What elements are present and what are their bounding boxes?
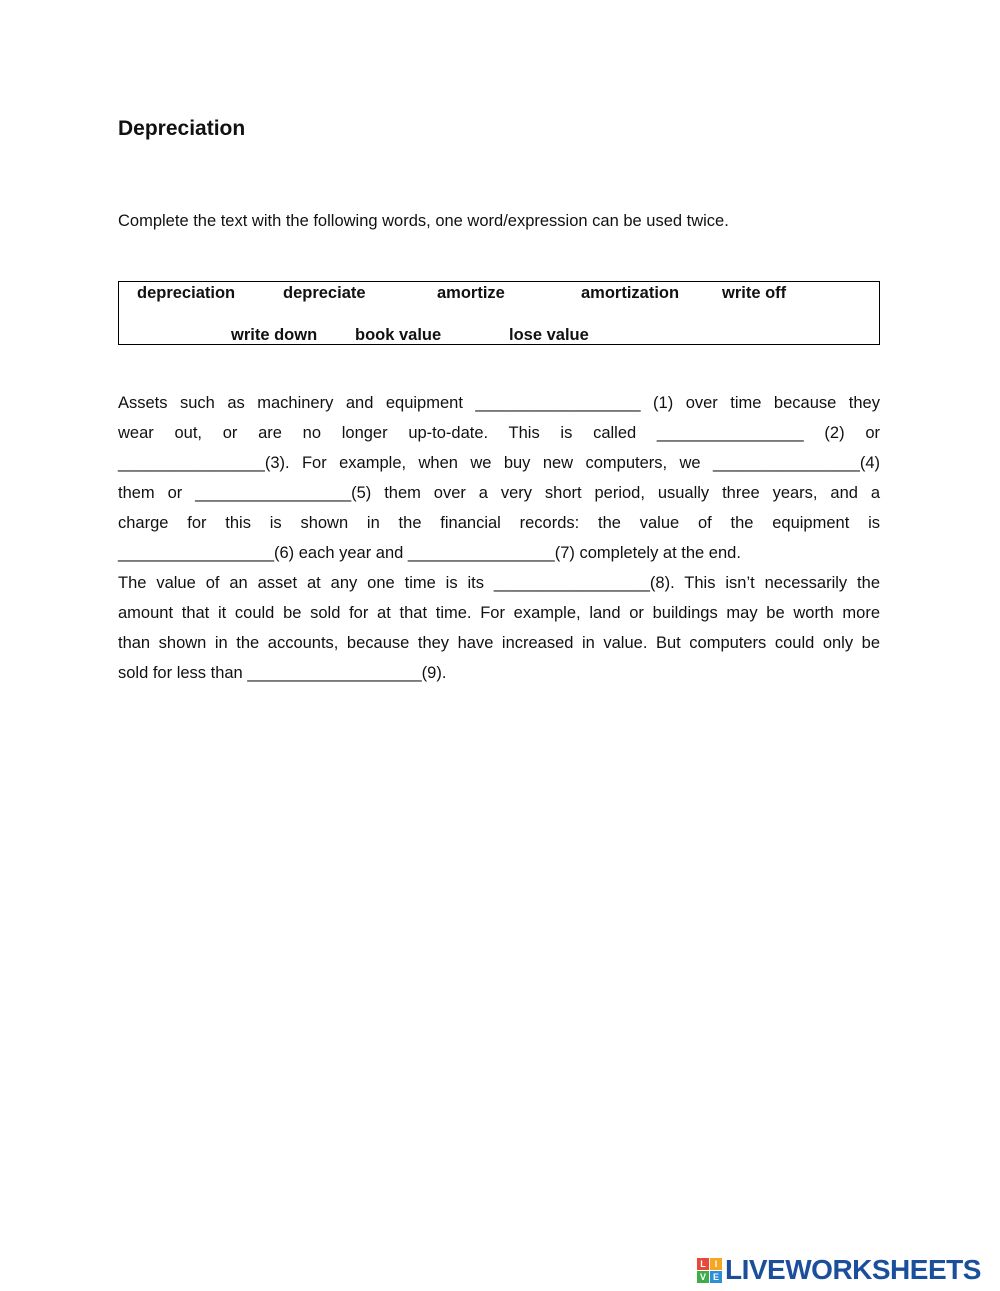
- page-title: Depreciation: [118, 117, 246, 140]
- passage-line: than shown in the accounts, because they have increased in value. But computers could only be: [118, 634, 880, 652]
- logo-mark-icon: [697, 1258, 722, 1283]
- liveworksheets-logo[interactable]: [697, 1253, 981, 1287]
- passage-line: charge for this is shown in the financial records: the value of the equipment is: [118, 514, 880, 532]
- word-bank-item: depreciate: [283, 284, 366, 302]
- word-bank-item: depreciation: [137, 284, 236, 302]
- passage-line: Assets such as machinery and equipment __________________ (1) over time because they: [118, 394, 880, 412]
- passage-line: wear out, or are no longer up-to-date. This is called ________________ (2) or: [118, 424, 880, 442]
- passage-line: The value of an asset at any one time is its _________________(8). This isn’t necessarily the: [118, 574, 880, 592]
- logo-letter: L: [697, 1258, 709, 1270]
- word-bank-item: lose value: [509, 326, 589, 344]
- word-bank-box: [118, 281, 880, 345]
- word-bank-item: write off: [722, 284, 787, 302]
- passage-text: [118, 388, 880, 688]
- instruction-text: Complete the text with the following words, one word/expression can be used twice.: [118, 212, 729, 230]
- passage-line: amount that it could be sold for at that time. For example, land or buildings may be worth more: [118, 604, 880, 622]
- word-bank-item: write down: [231, 326, 318, 344]
- word-bank-item: amortization: [581, 284, 680, 302]
- passage-line: sold for less than ___________________(9).: [118, 664, 447, 682]
- logo-letter: E: [710, 1271, 722, 1283]
- logo-letter: V: [697, 1271, 709, 1283]
- word-bank-item: book value: [355, 326, 442, 344]
- logo-text: LIVEWORKSHEETS: [725, 1254, 981, 1285]
- passage-line: _________________(6) each year and ________________(7) completely at the end.: [118, 544, 741, 562]
- passage-line: ________________(3). For example, when we buy new computers, we ________________(4): [118, 454, 880, 472]
- logo-letter: I: [710, 1258, 722, 1270]
- passage-line: them or _________________(5) them over a very short period, usually three years, and a: [118, 484, 880, 502]
- word-bank-item: amortize: [437, 284, 505, 302]
